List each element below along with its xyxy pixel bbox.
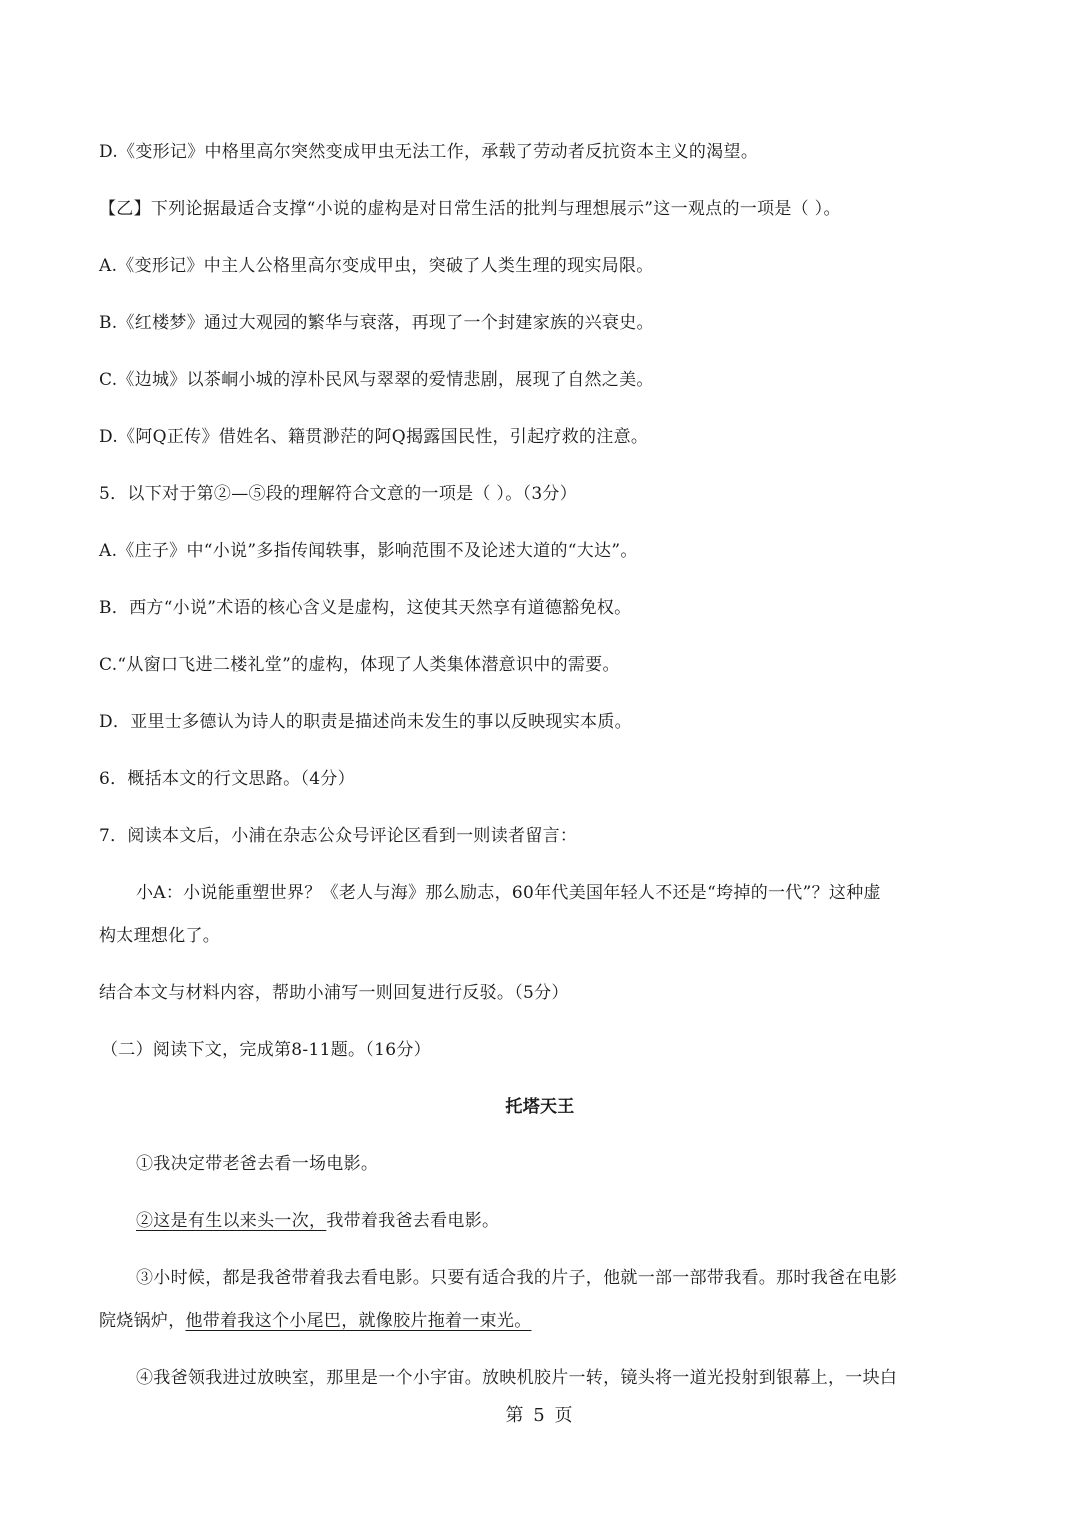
q5-option-a: A.《庄子》中“小说”多指传闻轶事，影响范围不及论述大道的“大达”。 <box>99 541 638 561</box>
q5-option-c: C.“从窗口飞进二楼礼堂”的虚构，体现了人类集体潜意识中的需要。 <box>99 655 620 675</box>
section2-intro: （二）阅读下文，完成第8-11题。（16分） <box>101 1040 431 1060</box>
q5-stem: 5．以下对于第②—⑤段的理解符合文意的一项是（ ）。（3分） <box>99 484 578 504</box>
passage-paragraph-1: ①我决定带老爸去看一场电影。 <box>136 1154 379 1174</box>
paragraph-2-rest: 我带着我爸去看电影。 <box>326 1211 500 1231</box>
q4-yi-option-c: C.《边城》以茶峒小城的淳朴民风与翠翠的爱情悲剧，展现了自然之美。 <box>99 370 654 390</box>
q5-option-d: D．亚里士多德认为诗人的职责是描述尚未发生的事以反映现实本质。 <box>99 712 632 732</box>
q4-yi-stem: 【乙】下列论据最适合支撑“小说的虚构是对日常生活的批判与理想展示”这一观点的一项是（ ）。 <box>99 199 841 219</box>
q4-yi-option-a: A.《变形记》中主人公格里高尔变成甲虫，突破了人类生理的现实局限。 <box>99 256 654 276</box>
q4-yi-option-b: B.《红楼梦》通过大观园的繁华与衰落，再现了一个封建家族的兴衰史。 <box>99 313 654 333</box>
passage-paragraph-4-line1: ④我爸领我进过放映室，那里是一个小宇宙。放映机胶片一转，镜头将一道光投射到银幕上，一块白 <box>136 1368 898 1388</box>
q7-reader-comment-line2: 构太理想化了。 <box>99 926 221 946</box>
page-number: 第 5 页 <box>505 1405 575 1426</box>
passage-paragraph-2 <box>136 1209 980 1233</box>
passage-paragraph-3-line1: ③小时候，都是我爸带着我去看电影。只要有适合我的片子，他就一部一部带我看。那时我爸在电影 <box>136 1268 898 1288</box>
q4-yi-option-d: D.《阿Q正传》借姓名、籍贯渺茫的阿Q揭露国民性，引起疗救的注意。 <box>99 427 649 447</box>
q7-task: 结合本文与材料内容，帮助小浦写一则回复进行反驳。（5分） <box>99 983 569 1003</box>
paragraph-2-underlined: ②这是有生以来头一次， <box>136 1211 327 1231</box>
passage-paragraph-3-line2 <box>99 1309 980 1333</box>
q7-stem: 7．阅读本文后，小浦在杂志公众号评论区看到一则读者留言： <box>99 826 578 846</box>
paragraph-3-plain: 院烧锅炉， <box>99 1311 186 1331</box>
q7-reader-comment-line1: 小A：小说能重塑世界？《老人与海》那么励志，60年代美国年轻人不还是“垮掉的一代”？这种虚 <box>136 883 881 903</box>
q5-option-b: B．西方“小说”术语的核心含义是虚构，这使其天然享有道德豁免权。 <box>99 598 632 618</box>
passage-title: 托塔天王 <box>505 1097 575 1117</box>
q4-option-d: D.《变形记》中格里高尔突然变成甲虫无法工作，承载了劳动者反抗资本主义的渴望。 <box>99 142 759 162</box>
q6-stem: 6．概括本文的行文思路。（4分） <box>99 769 355 789</box>
paragraph-3-underlined: 他带着我这个小尾巴，就像胶片拖着一束光。 <box>185 1311 532 1331</box>
